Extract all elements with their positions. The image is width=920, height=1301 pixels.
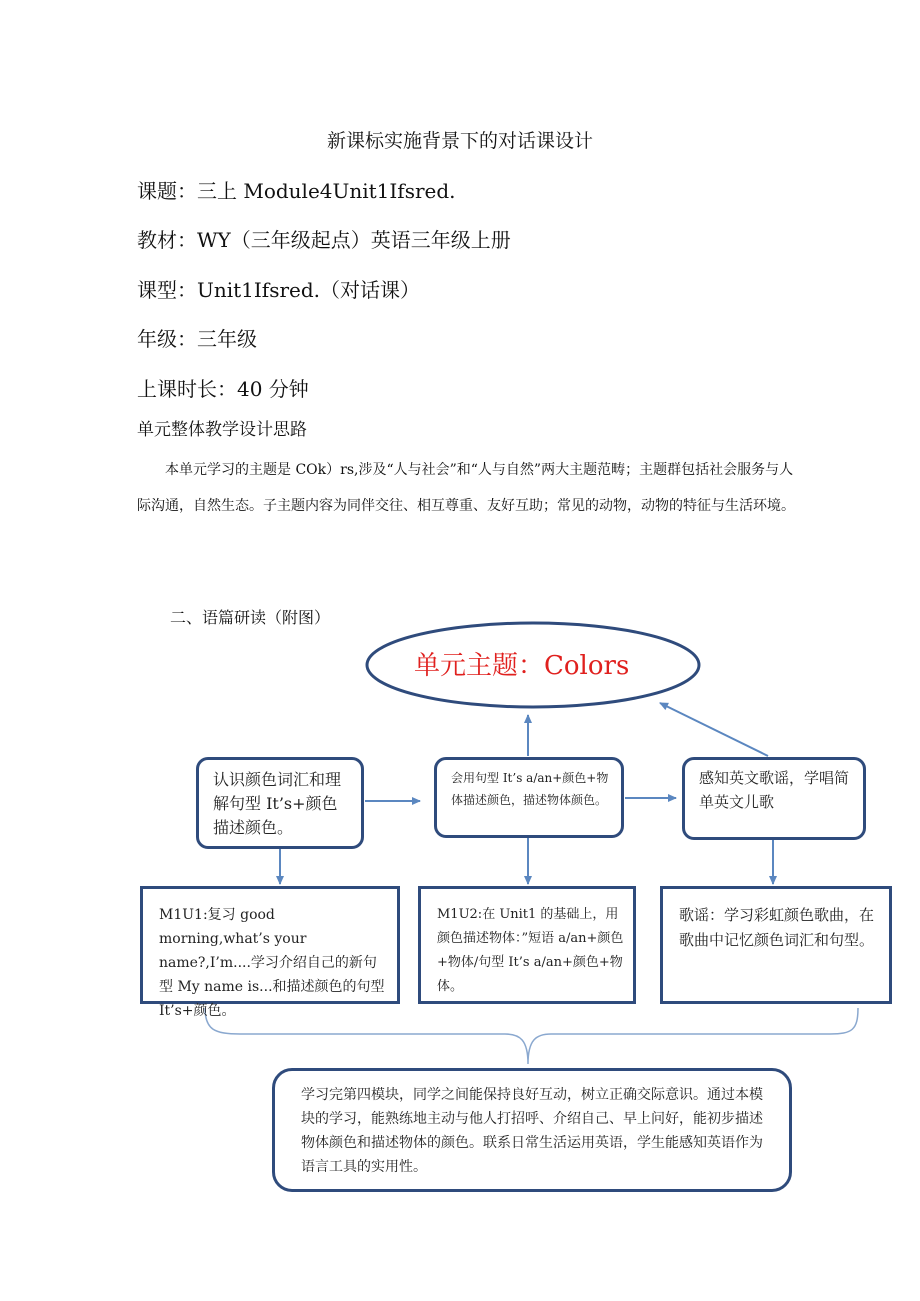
lesson-box-3 <box>660 886 892 1004</box>
lesson-box-1 <box>140 886 400 1019</box>
lesson-2-text: M1U2:在 Unit1 的基础上，用颜色描述物体：”短语 a/an+颜色+物体/句型 It’s a/an+颜色+物体。 <box>437 907 624 994</box>
goal-middle-text: 会用句型 It’s a/an+颜色+物体描述颜色，描述物体颜色。 <box>451 771 609 807</box>
summary-text: 学习完第四模块，同学之间能保持良好互动，树立正确交际意识。通过本模块的学习，能熟练地主动与他人打招呼、介绍自己、早上问好，能初步描述物体颜色和描述物体的颜色。联系日常生活运用英语，学生能感知英语作为语言工具的实用性。 <box>301 1087 763 1175</box>
goal-box-left <box>196 757 364 849</box>
info-topic: 课题：三上 Module4Unit1Ifsred. <box>137 179 456 203</box>
goal-right-text: 感知英文歌谣，学唱简单英文儿歌 <box>699 769 850 811</box>
info-grade: 年级：三年级 <box>137 327 257 351</box>
theme-label: 单元主题：Colors <box>414 651 630 681</box>
lesson-1-text: M1U1:复习 good morning,what’s your name?,I’m....学习介绍自己的新句型 My name is...和描述颜色的句型 It’s+颜色。 <box>159 907 385 1019</box>
section1-paragraph: 本单元学习的主题是 COk）rs,涉及“人与社会”和“人与自然”两大主题范畴；主题群包括社会服务与人际沟通，自然生态。子主题内容为同伴交往、相互尊重、友好互助；常见的动物，动物的特征与生活环境。 <box>137 462 795 514</box>
section2-heading: 二、语篇研读（附图） <box>170 608 331 627</box>
goal-left-text: 认识颜色词汇和理解句型 It’s+颜色描述颜色。 <box>213 770 342 837</box>
lesson-box-2 <box>418 886 636 1004</box>
arrow-right-to-theme <box>660 703 768 756</box>
section1-heading: 单元整体教学设计思路 <box>137 420 307 440</box>
info-duration: 上课时长：40 分钟 <box>137 377 309 401</box>
info-textbook: 教材：WY（三年级起点）英语三年级上册 <box>137 228 511 252</box>
summary-box <box>272 1068 792 1192</box>
lesson-3-text: 歌谣：学习彩虹颜色歌曲，在歌曲中记忆颜色词汇和句型。 <box>679 906 875 949</box>
info-lesson-type: 课型：Unit1Ifsred.（对话课） <box>137 278 421 302</box>
document-title: 新课标实施背景下的对话课设计 <box>326 130 593 152</box>
goal-box-middle <box>434 757 624 838</box>
goal-box-right <box>682 757 866 840</box>
